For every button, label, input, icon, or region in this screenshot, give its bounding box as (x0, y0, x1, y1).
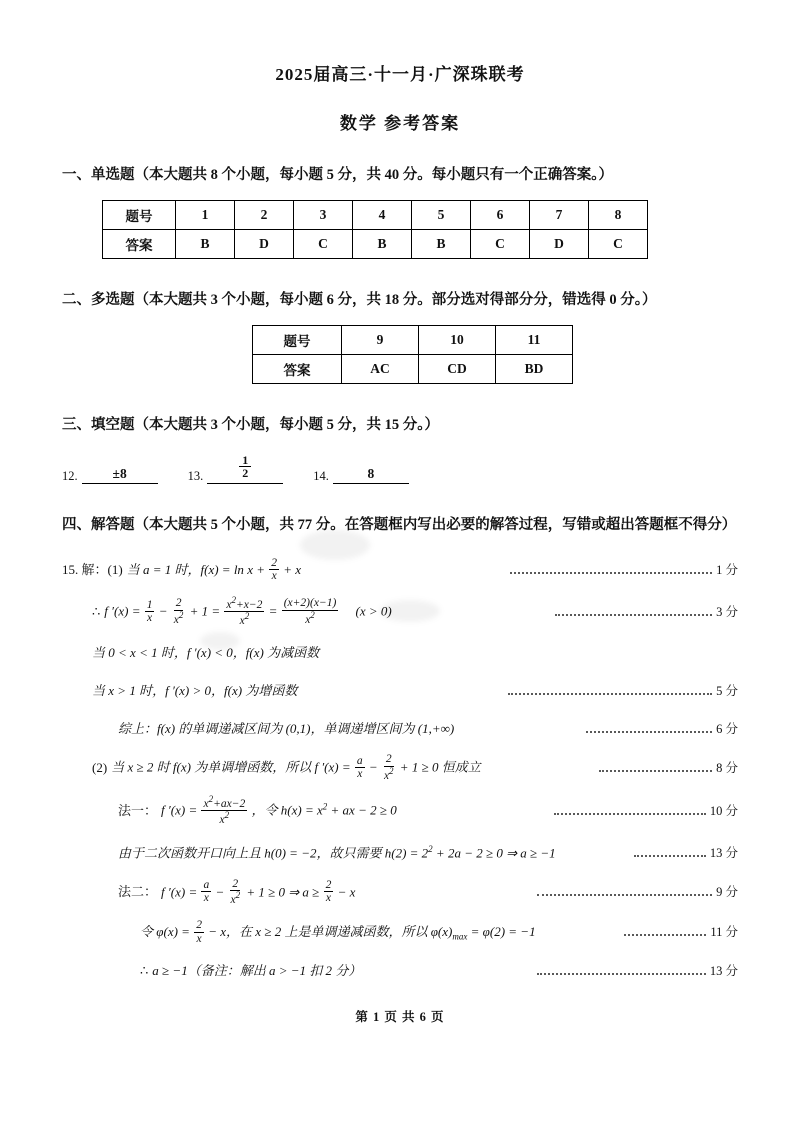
solution-label: 法二： (118, 883, 158, 899)
section-heading-solution: 四、解答题（本大题共 5 个小题，共 77 分。在答题框内写出必要的解答过程，写错或超出答题框不得分） (62, 516, 737, 533)
fraction-numerator: 1 (239, 454, 251, 468)
solution-score: 3 分 (716, 604, 738, 619)
answer-cell: BD (496, 354, 573, 383)
section-heading-single-choice: 一、单选题（本大题共 8 个小题，每小题 5 分，共 40 分。每小题只有一个正确答案。） (62, 167, 613, 183)
question-number-cell: 3 (294, 200, 353, 229)
solution-expression: 当 x > 1 时，f ′(x) > 0，f(x) 为增函数 (92, 682, 298, 698)
leader-dots (508, 692, 712, 695)
solution-line (62, 679, 738, 704)
solution-expression: a ≥ −1（备注：解出 a > −1 扣 2 分） (152, 963, 362, 979)
answer-cell: C (589, 229, 648, 258)
question-number-cell: 8 (589, 200, 648, 229)
fill-blank-item-13 (187, 452, 284, 484)
leader-dots (586, 730, 712, 733)
answer-cell: B (412, 229, 471, 258)
question-number-cell: 7 (530, 200, 589, 229)
answer-cell: C (294, 229, 353, 258)
solution-line (62, 558, 738, 584)
solution-line (62, 754, 738, 783)
question-number-cell: 5 (412, 200, 471, 229)
page-footer: 第 1 页 共 6 页 (355, 1010, 445, 1024)
fill-blank-number: 13. (187, 468, 204, 483)
answer-cell: AC (342, 354, 419, 383)
fill-blank-value: 8 (333, 466, 409, 484)
question-number-cell: 6 (471, 200, 530, 229)
solution-label: ∴ (140, 963, 149, 979)
section-heading-multi-choice: 二、多选题（本大题共 3 个小题，每小题 6 分，共 18 分。部分选对得部分分，错选得 0 分。） (62, 291, 657, 308)
answer-cell: B (353, 229, 412, 258)
question-number-cell: 9 (342, 325, 419, 354)
solution-line (62, 594, 738, 628)
page-subtitle: 数学 参考答案 (339, 114, 461, 133)
multi-choice-answer-table (252, 325, 573, 384)
fill-blank-item-12 (62, 466, 158, 484)
solution-line (62, 717, 738, 742)
solution-score: 1 分 (716, 562, 739, 577)
answer-cell: B (176, 229, 235, 258)
fill-blank-value: ±8 (82, 466, 158, 484)
solution-label: 法一： (118, 802, 158, 818)
solution-expression: 综上：f(x) 的单调递减区间为 (0,1)，单调递增区间为 (1,+∞) (118, 720, 455, 736)
leader-dots (624, 933, 706, 936)
page-title: 2025届高三·十一月·广深珠联考 (275, 65, 525, 84)
table-row (103, 200, 648, 229)
solution-line (62, 796, 738, 827)
fraction (239, 454, 251, 480)
solution-score: 8 分 (716, 760, 739, 775)
leader-dots (537, 893, 712, 896)
solution-line (62, 959, 738, 984)
table-row (253, 354, 573, 383)
solution-label: (2) (92, 759, 108, 775)
fraction-denominator: 2 (242, 466, 249, 481)
single-choice-answer-table (102, 200, 648, 259)
fill-blank-number: 12. (62, 468, 78, 483)
row-label-question-number: 题号 (103, 200, 176, 229)
answer-cell: C (471, 229, 530, 258)
answer-cell: CD (419, 354, 496, 383)
fill-blank-value (207, 452, 283, 484)
answer-cell: D (235, 229, 294, 258)
solution-expression: f ′(x) = $\frac{x^2+ax-2}{x^2}$ ，令 $h(x) = x^2$ + ax − 2 ≥ 0 (161, 794, 397, 827)
solution-line (62, 841, 738, 866)
fill-blank-answers (62, 452, 738, 484)
table-row (103, 229, 648, 258)
leader-dots (555, 613, 712, 616)
answer-cell: D (530, 229, 589, 258)
solution-line (62, 641, 738, 666)
table-row (253, 325, 573, 354)
solution-expression: 当 a = 1 时，f(x) = ln x + $\frac{2}{x}$ + x (126, 556, 302, 583)
solution-expression: 当 0 < x < 1 时，f ′(x) < 0，f(x) 为减函数 (92, 645, 320, 661)
row-label-answer: 答案 (103, 229, 176, 258)
solution-expression: f ′(x) = $\frac{a}{x}$ − $\frac{2}{x^2}$ + 1 ≥ 0 ⇒ a ≥ $\frac{2}{x}$ − x (161, 877, 356, 906)
fill-blank-number: 14. (313, 468, 329, 483)
question-number-cell: 4 (353, 200, 412, 229)
question-number-cell: 2 (235, 200, 294, 229)
question-number-cell: 10 (419, 325, 496, 354)
leader-dots (537, 972, 706, 975)
section-heading-fill-blank: 三、填空题（本大题共 3 个小题，每小题 5 分，共 15 分。） (62, 416, 439, 433)
solution-expression: 由于二次函数开口向上且 h(0) = −2，故只需要 $h(2) = 2^2 + 2a - 2 \ge 0$ ⇒ a ≥ −1 (118, 843, 556, 860)
solution-expression: f ′(x) = $\frac{1}{x}$ − $\frac{2}{x^2}$ + 1 = $\frac{x^2+x-2}{x^2}$ = $\frac{(x+2)(x-1)}{x^2}$ (x > 0) (104, 594, 392, 627)
solution-score: 13 分 (709, 845, 739, 860)
solution-score: 11 分 (710, 925, 739, 940)
leader-dots (634, 854, 706, 857)
fill-blank-item-14 (313, 466, 409, 484)
solution-score: 6 分 (716, 721, 738, 736)
solution-line (62, 879, 738, 908)
solution-label: 15. 解：(1) (62, 561, 123, 577)
solution-expression: 令 φ(x) = $\frac{2}{x}$ − x，在 x ≥ 2 上是单调递减函数，所以 $\varphi(x)_{max} = \varphi(2) = -1$ (140, 919, 536, 945)
leader-dots (510, 571, 713, 574)
question-number-cell: 11 (496, 325, 573, 354)
row-label-question-number: 题号 (253, 325, 342, 354)
leader-dots (599, 769, 712, 772)
solution-score: 10 分 (709, 803, 738, 818)
row-label-answer: 答案 (253, 354, 342, 383)
leader-dots (554, 812, 706, 815)
solution-score: 5 分 (716, 683, 739, 698)
question-number-cell: 1 (176, 200, 235, 229)
solution-label: ∴ (92, 603, 101, 619)
solution-score: 13 分 (709, 964, 739, 979)
solution-line (62, 920, 738, 946)
solution-body (62, 558, 738, 984)
solution-expression: 当 x ≥ 2 时 f(x) 为单调增函数，所以 f ′(x) = $\frac{a}{x}$ − $\frac{2}{x^2}$ + 1 ≥ 0 恒成立 (111, 753, 481, 782)
solution-score: 9 分 (716, 884, 739, 899)
